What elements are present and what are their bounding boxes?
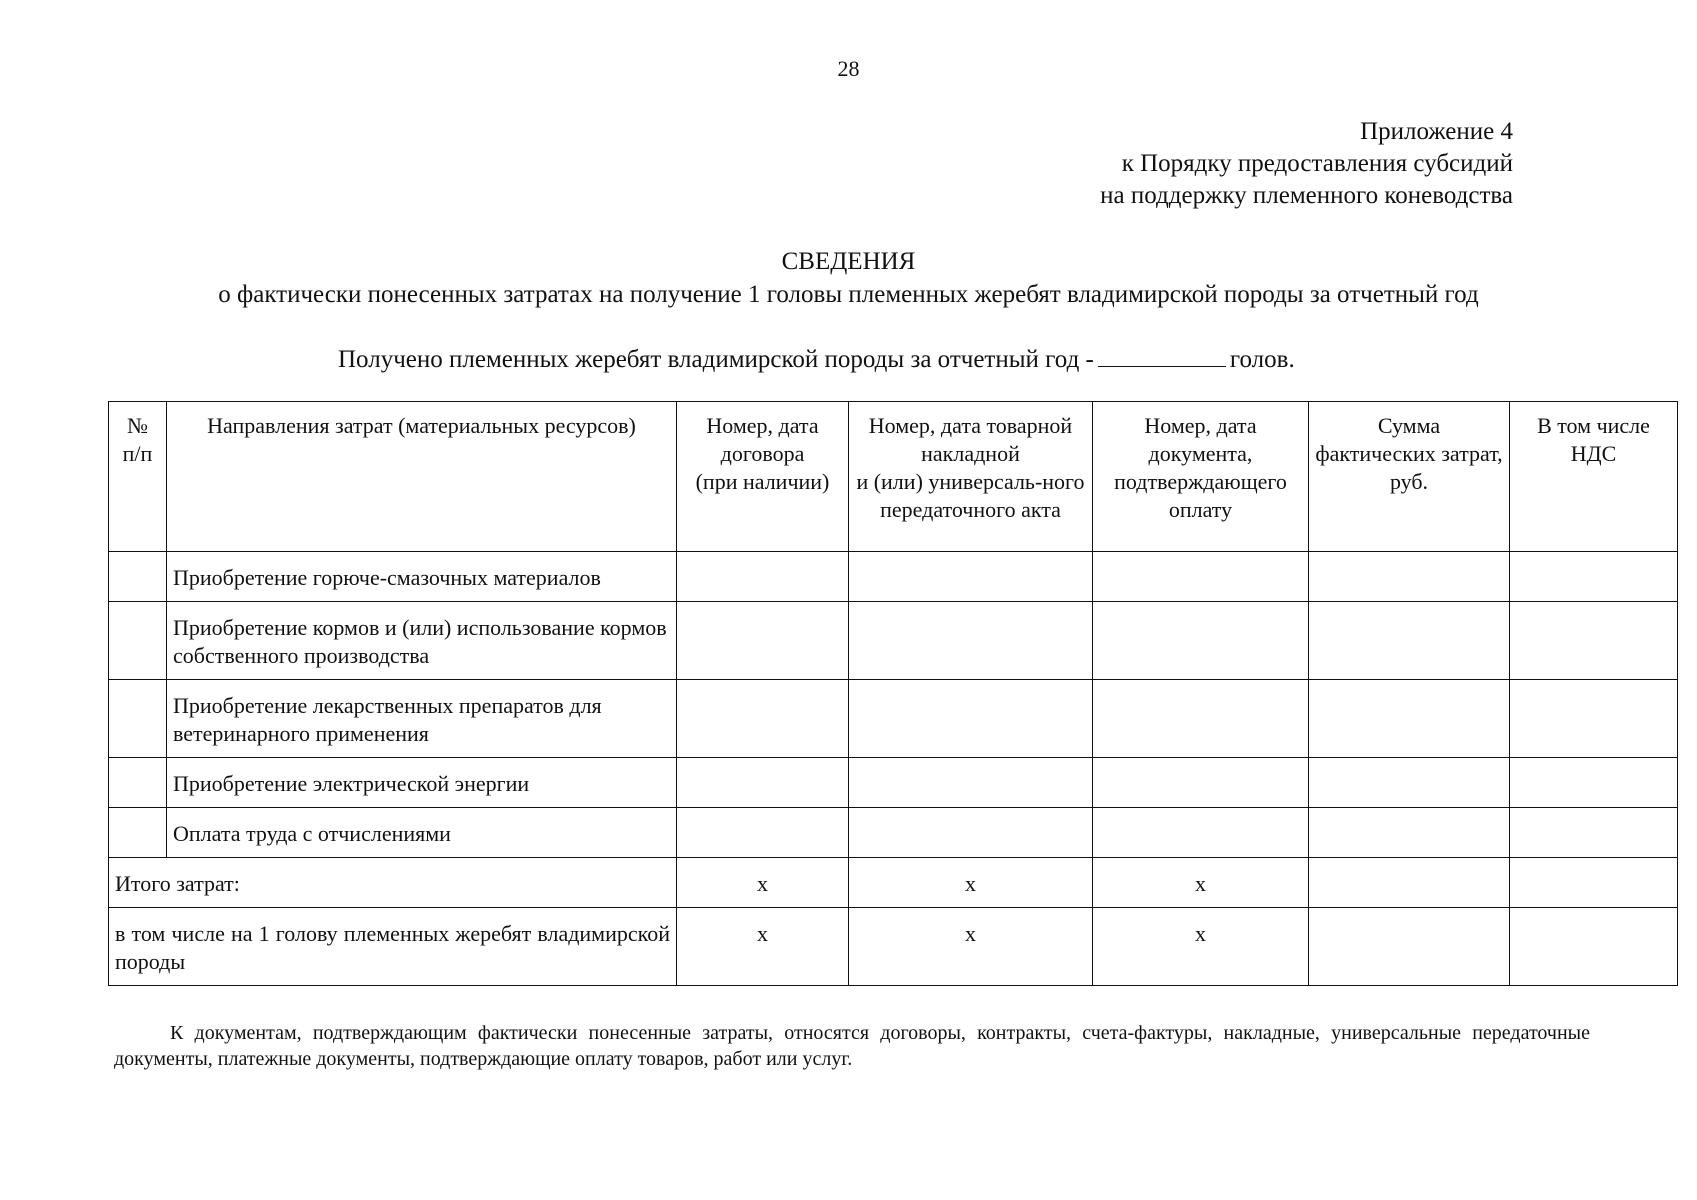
- received-line: [338, 344, 1295, 376]
- cell-cost-direction: Оплата труда с отчислениями: [167, 808, 677, 858]
- header-payment-doc: Номер, дата документа, подтверждающего оплату: [1093, 402, 1309, 552]
- cell-number: [109, 552, 167, 602]
- cell-number: [109, 808, 167, 858]
- appendix-line-1: Приложение 4: [1360, 118, 1513, 145]
- total-row: [109, 858, 1678, 908]
- cell-cost-direction: Приобретение лекарственных препаратов для ветеринарного применения: [167, 680, 677, 758]
- cell-cost-direction: Приобретение горюче-смазочных материалов: [167, 552, 677, 602]
- page-number: 28: [837, 56, 860, 81]
- x-mark: х: [849, 858, 1093, 908]
- per-head-row: [109, 908, 1678, 986]
- header-vat: В том числе НДС: [1510, 402, 1678, 552]
- x-mark: х: [1093, 908, 1309, 986]
- table-row: [109, 552, 1678, 602]
- table-row: [109, 602, 1678, 680]
- table-row: [109, 758, 1678, 808]
- total-label: Итого затрат:: [109, 858, 677, 908]
- cell-number: [109, 758, 167, 808]
- x-mark: х: [677, 858, 849, 908]
- appendix-block: [1100, 116, 1513, 212]
- table-row: [109, 680, 1678, 758]
- appendix-line-2: к Порядку предоставления субсидий: [1121, 150, 1513, 177]
- costs-table: [108, 401, 1678, 986]
- received-count-blank: [1098, 344, 1226, 367]
- cell-number: [109, 680, 167, 758]
- cell-number: [109, 602, 167, 680]
- table-header-row: [109, 402, 1678, 552]
- header-contract: Номер, дата договора (при наличии): [677, 402, 849, 552]
- table-row: [109, 808, 1678, 858]
- x-mark: х: [677, 908, 849, 986]
- header-invoice: Номер, дата товарной накладной и (или) универсаль-ного передаточного акта: [849, 402, 1093, 552]
- x-mark: х: [1093, 858, 1309, 908]
- document-title: СВЕДЕНИЯ: [781, 248, 916, 275]
- appendix-line-3: на поддержку племенного коневодства: [1100, 182, 1513, 209]
- document-subtitle: о фактически понесенных затратах на получение 1 головы племенных жеребят владимирской породы за отчетный год: [218, 281, 1479, 308]
- header-cost-direction: Направления затрат (материальных ресурсов): [167, 402, 677, 552]
- per-head-label: в том числе на 1 голову племенных жеребят владимирской породы: [109, 908, 677, 986]
- received-suffix: голов.: [1229, 346, 1295, 373]
- footnote: К документам, подтверждающим фактически понесенные затраты, относятся договоры, контракты, счета-фактуры, накладные, универсальные передаточные документы, платежные документы, подтверждающие оплату товаров, работ или услуг.: [114, 1022, 1590, 1070]
- cell-cost-direction: Приобретение электрической энергии: [167, 758, 677, 808]
- cell-cost-direction: Приобретение кормов и (или) использование кормов собственного производства: [167, 602, 677, 680]
- x-mark: х: [849, 908, 1093, 986]
- header-actual-sum: Сумма фактических затрат, руб.: [1309, 402, 1510, 552]
- header-number: № п/п: [109, 402, 167, 552]
- received-prefix: Получено племенных жеребят владимирской породы за отчетный год -: [338, 346, 1094, 373]
